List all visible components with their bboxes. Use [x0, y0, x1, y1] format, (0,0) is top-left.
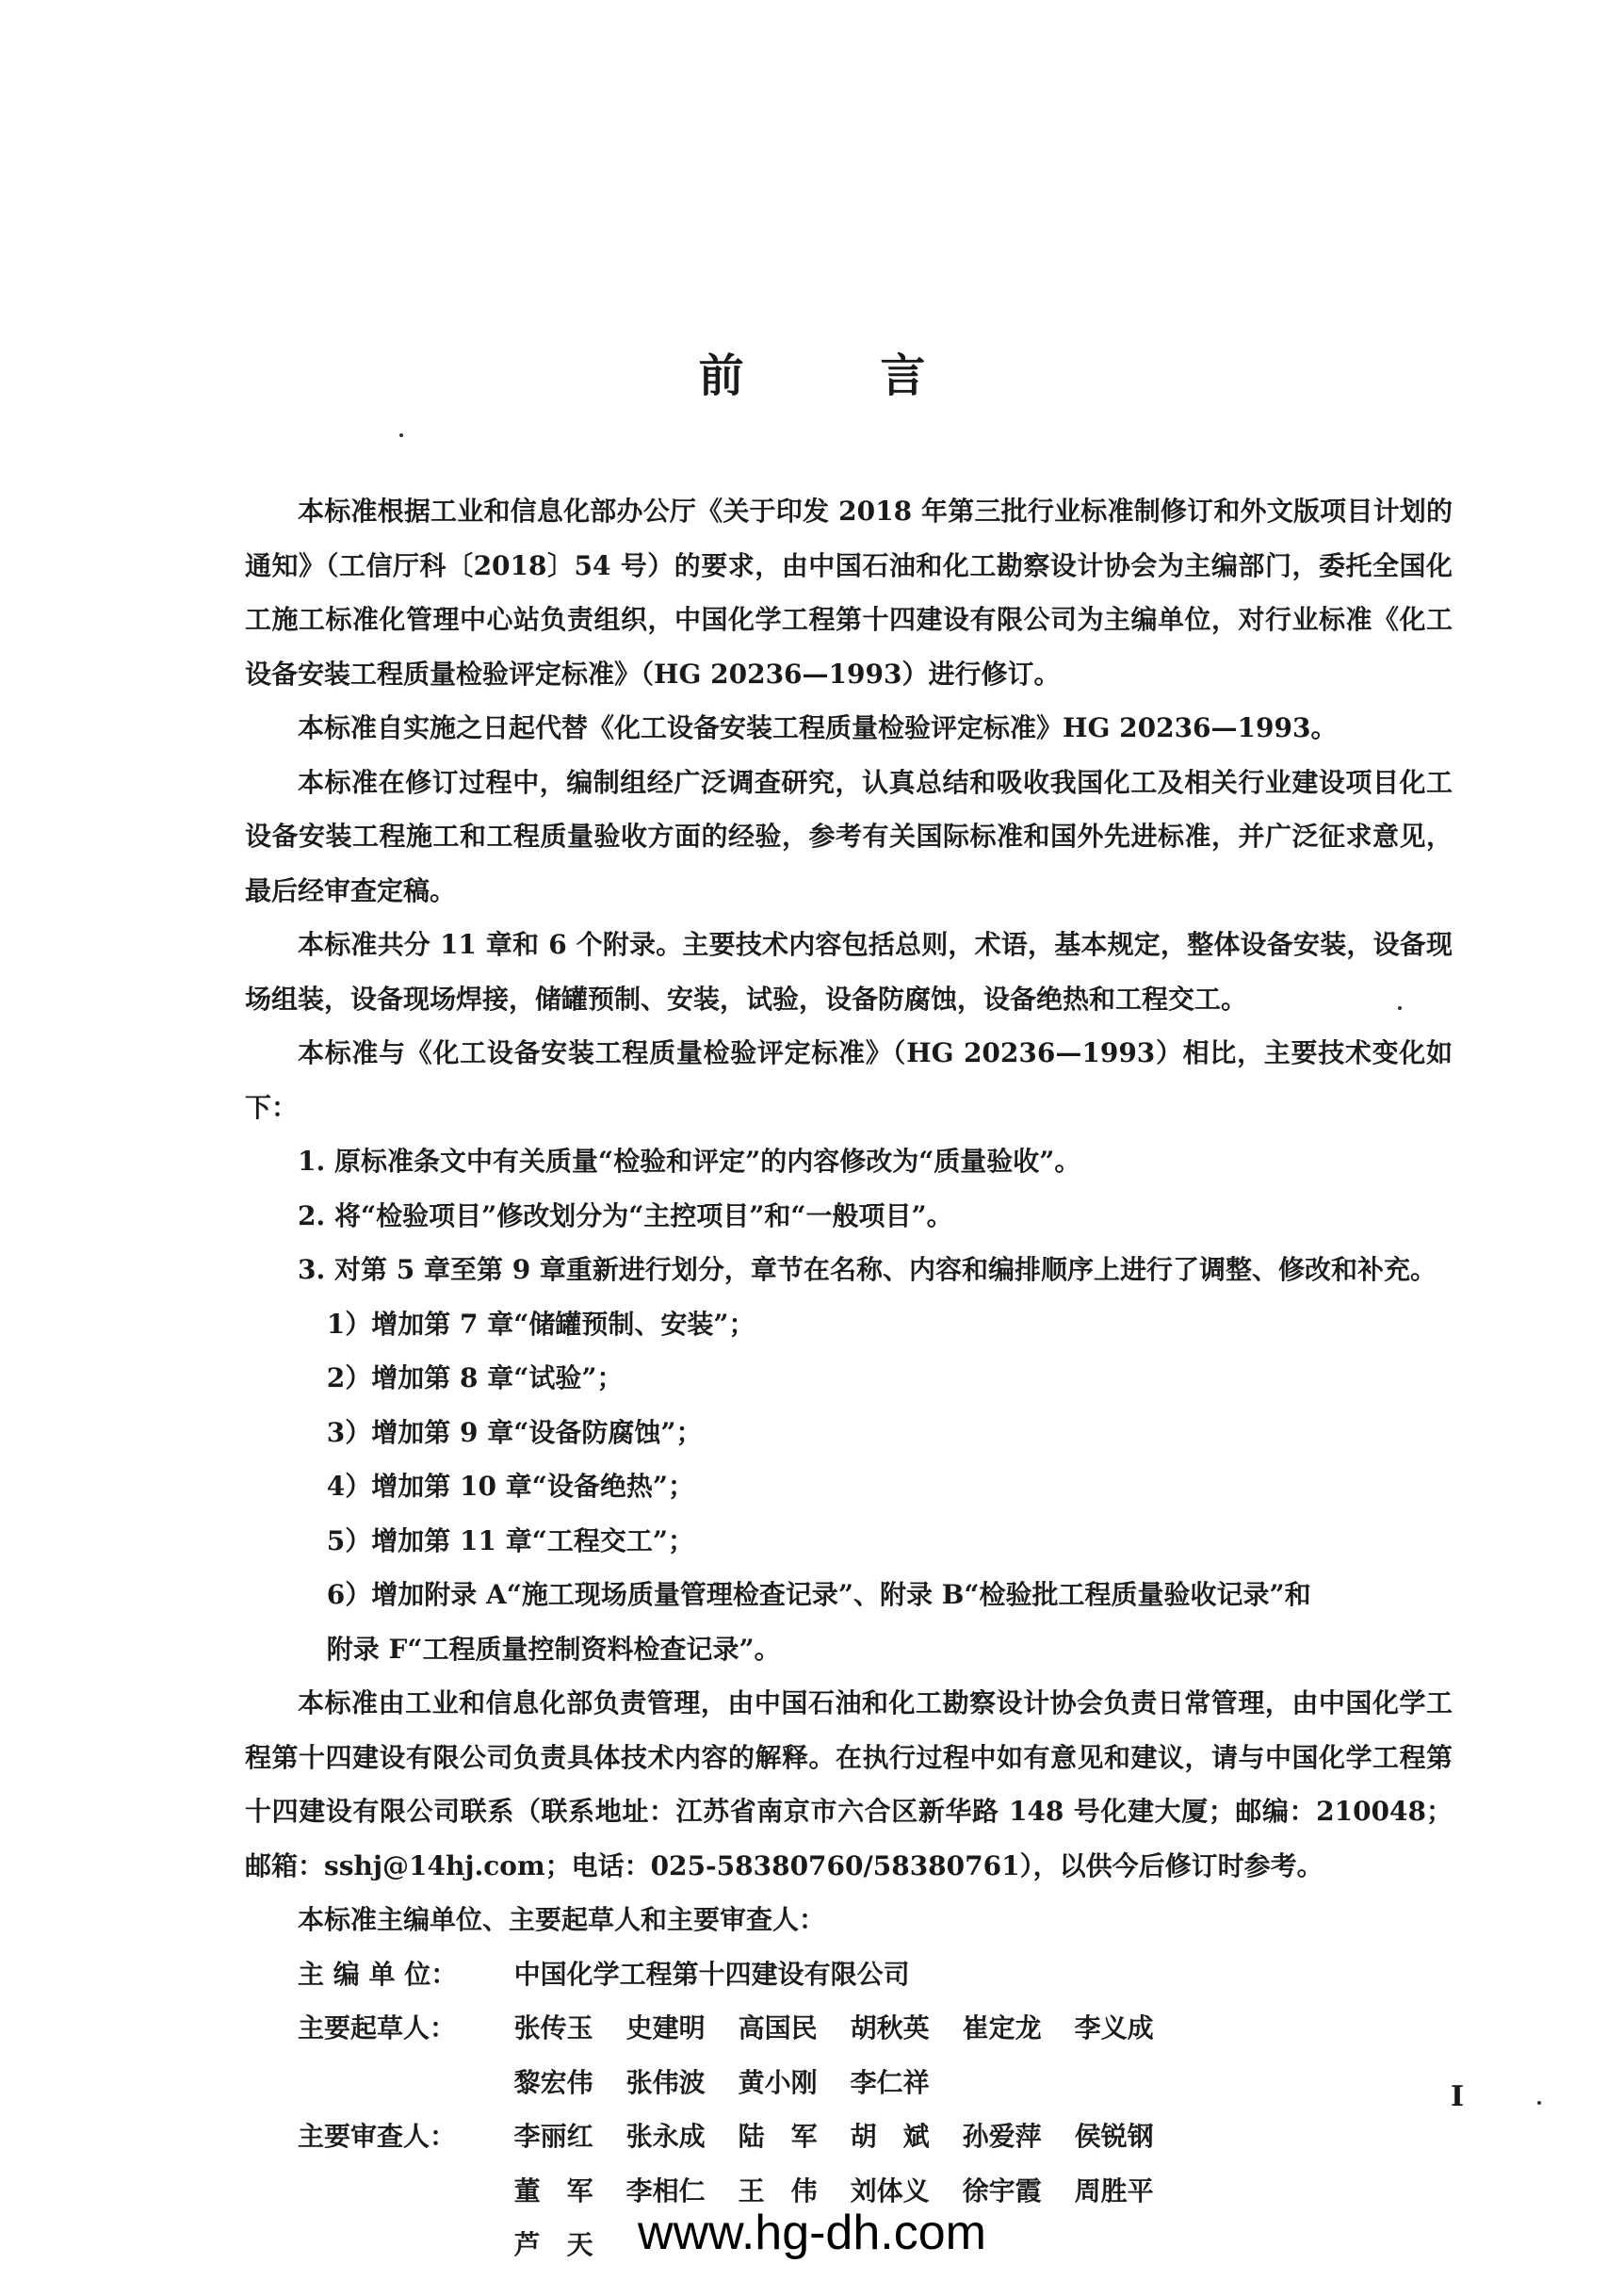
drafter-name: 胡秋英	[850, 2012, 930, 2044]
drafter-name: 张传玉	[513, 2012, 593, 2044]
paragraph-contents: 本标准共分 11 章和 6 个附录。主要技术内容包括总则，术语，基本规定，整体设备安装，设备现场组装，设备现场焊接，储罐预制、安装，试验，设备防腐蚀，设备绝热和工程交工。	[245, 929, 1453, 1015]
reviewer-name: 王 伟	[738, 2174, 818, 2206]
drafters-label: 主要起草人：	[298, 2012, 457, 2044]
change-item-1: 1. 原标准条文中有关质量“检验和评定”的内容修改为“质量验收”。	[298, 1146, 1081, 1177]
change-subitem-2: 2）增加第 8 章“试验”；	[326, 1362, 624, 1393]
change-subitem-5: 5）增加第 11 章“工程交工”；	[326, 1524, 694, 1556]
scan-speck	[399, 433, 403, 437]
change-subitem-4: 4）增加第 10 章“设备绝热”；	[326, 1471, 694, 1502]
reviewer-name: 董 军	[513, 2174, 593, 2206]
drafter-name: 史建明	[625, 2012, 706, 2044]
reviewer-name: 张永成	[625, 2121, 706, 2152]
reviewer-name: 孙爱萍	[962, 2121, 1042, 2152]
drafter-name: 黎宏伟	[513, 2066, 593, 2098]
reviewer-name: 徐宇霞	[962, 2174, 1042, 2206]
drafter-name: 黄小刚	[738, 2066, 818, 2098]
scan-speck	[1537, 2101, 1541, 2105]
reviewer-name: 李相仁	[625, 2174, 706, 2206]
change-subitem-6: 6）增加附录 A“施工现场质量管理检查记录”、附录 B“检验批工程质量验收记录”和	[326, 1579, 1311, 1610]
drafters-row	[245, 2001, 1453, 2109]
reviewer-name: 李丽红	[513, 2121, 593, 2152]
editor-label: 主 编 单 位：	[298, 1958, 458, 1990]
paragraph-revision-process: 本标准在修订过程中，编制组经广泛调查研究，认真总结和吸收我国化工及相关行业建设项目化工设备安装工程施工和工程质量验收方面的经验，参考有关国际标准和国外先进标准，并广泛征求意见，最后经审查定稿。	[245, 766, 1453, 906]
paragraph-management: 本标准由工业和信息化部负责管理，由中国石油和化工勘察设计协会负责日常管理，由中国化学工程第十四建设有限公司负责具体技术内容的解释。在执行过程中如有意见和建议，请与中国化学工程第十四建设有限公司联系（联系地址：江苏省南京市六合区新华路 148 号化建大厦；邮编：210048；邮箱：sshj@14hj.com；电话：025-58380760/58380761），以供今后修订时参考。	[245, 1687, 1453, 1881]
editor-value: 中国化学工程第十四建设有限公司	[513, 1958, 910, 1990]
paragraph-replacement: 本标准自实施之日起代替《化工设备安装工程质量检验评定标准》HG 20236—1993。	[298, 712, 1338, 743]
reviewer-name: 周胜平	[1074, 2174, 1154, 2206]
change-item-2: 2. 将“检验项目”修改划分为“主控项目”和“一般项目”。	[298, 1199, 953, 1231]
page-title: 前 言	[698, 350, 986, 402]
reviewer-name: 侯锐钢	[1074, 2121, 1154, 2152]
page-number: I	[1451, 2080, 1465, 2113]
reviewer-name: 陆 军	[738, 2121, 818, 2152]
reviewer-name: 刘体义	[850, 2174, 930, 2206]
editor-row	[245, 1947, 1453, 2002]
preface-body	[245, 484, 1453, 2272]
change-subitem-3: 3）增加第 9 章“设备防腐蚀”；	[326, 1416, 703, 1448]
drafter-name: 李义成	[1074, 2012, 1154, 2044]
drafter-name: 高国民	[738, 2012, 818, 2044]
scan-speck	[1398, 1006, 1402, 1010]
paragraph-changes-intro: 本标准与《化工设备安装工程质量检验评定标准》（HG 20236—1993）相比，主要技术变化如下：	[245, 1037, 1453, 1123]
change-subitem-6-continued: 附录 F“工程质量控制资料检查记录”。	[326, 1633, 781, 1665]
drafter-name: 崔定龙	[962, 2012, 1042, 2044]
drafter-name: 张伟波	[625, 2066, 706, 2098]
drafters-names	[514, 2001, 1190, 2109]
reviewers-label: 主要审查人：	[298, 2121, 457, 2152]
website-footer: www.hg-dh.com	[638, 2206, 986, 2260]
reviewer-name: 芦 天	[513, 2229, 593, 2260]
paragraph-contributors-intro: 本标准主编单位、主要起草人和主要审查人：	[298, 1904, 826, 1935]
change-subitem-1: 1）增加第 7 章“储罐预制、安装”；	[326, 1308, 755, 1340]
reviewer-name: 胡 斌	[850, 2121, 930, 2152]
change-item-3: 3. 对第 5 章至第 9 章重新进行划分，章节在名称、内容和编排顺序上进行了调整、修改和补充。	[298, 1254, 1437, 1285]
drafter-name: 李仁祥	[850, 2066, 930, 2098]
paragraph-intro: 本标准根据工业和信息化部办公厅《关于印发 2018 年第三批行业标准制修订和外文版项目计划的通知》（工信厅科〔2018〕54 号）的要求，由中国石油和化工勘察设计协会为主编部门，委托全国化工施工标准化管理中心站负责组织，中国化学工程第十四建设有限公司为主编单位，对行业标准《化工设备安装工程质量检验评定标准》（HG 20236—1993）进行修订。	[245, 496, 1453, 690]
